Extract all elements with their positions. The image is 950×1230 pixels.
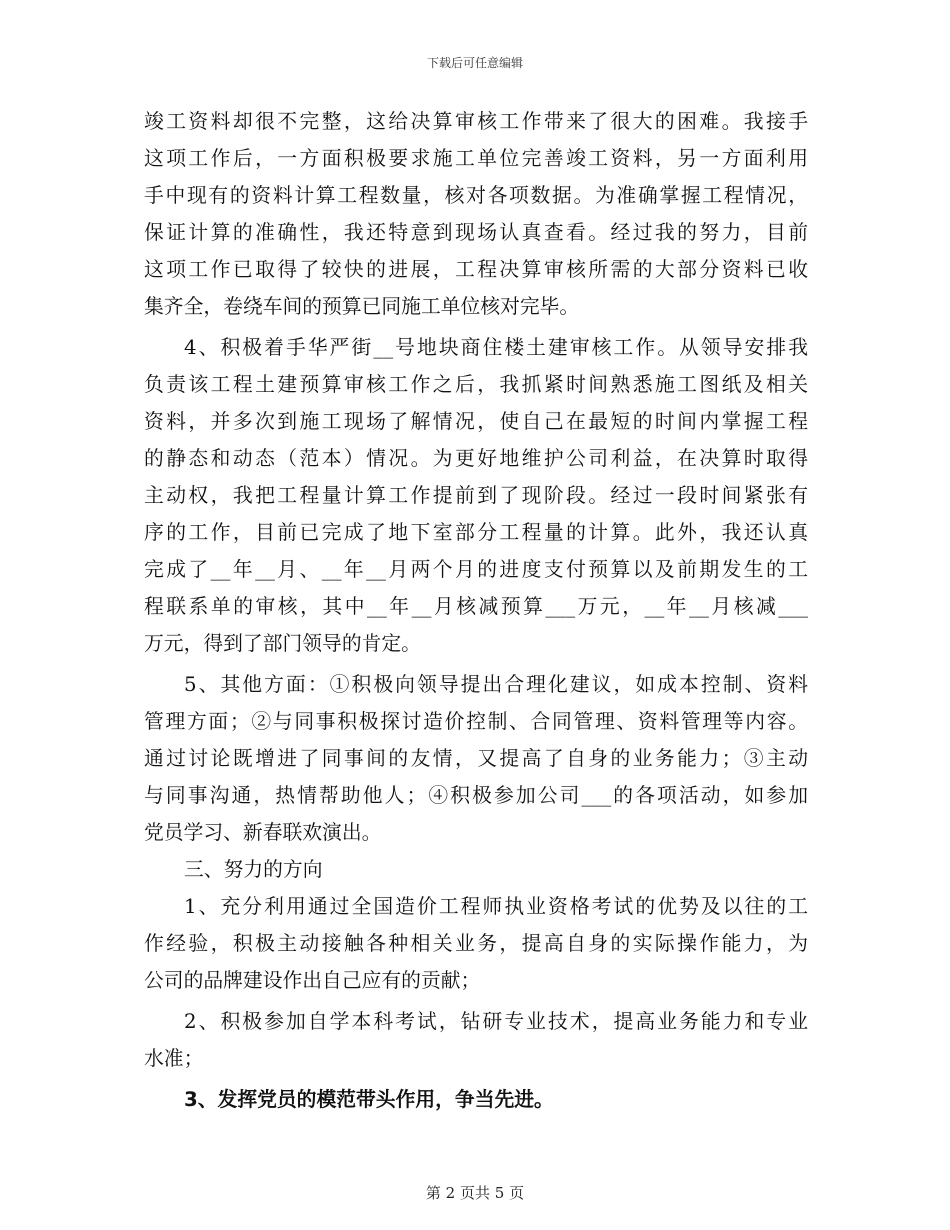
text-line: 完成了__年__月、__年__月两个月的进度支付预算以及前期发生的工 [144, 558, 808, 581]
text-line: 序的工作，目前已完成了地下室部分工程量的计算。此外，我还认真 [144, 521, 808, 544]
text-line: 管理方面；②与同事积极探讨造价控制、合同管理、资料管理等内容。 [144, 710, 808, 733]
text-line: 集齐全，卷绕车间的预算已同施工单位核对完毕。 [144, 295, 580, 318]
text-line: 通过讨论既增进了同事间的友情，又提高了自身的业务能力；③主动 [144, 747, 808, 770]
text-line: 负责该工程土建预算审核工作之后，我抓紧时间熟悉施工图纸及相关 [144, 373, 808, 396]
text-line: 这项工作后，一方面积极要求施工单位完善竣工资料，另一方面利用 [144, 147, 808, 170]
text-line: 程联系单的审核，其中__年__月核减预算___万元，__年__月核减___ [144, 595, 808, 618]
text-line: 手中现有的资料计算工程数量，核对各项数据。为准确掌握工程情况， [144, 184, 808, 207]
text-line: 4、积极着手华严街__号地块商住楼土建审核工作。从领导安排我 [184, 336, 808, 359]
text-line: 保证计算的准确性，我还特意到现场认真查看。经过我的努力，目前 [144, 221, 808, 244]
page-footer: 第 2 页共 5 页 [425, 1184, 525, 1202]
text-line: 作经验，积极主动接触各种相关业务，提高自身的实际操作能力，为 [144, 932, 808, 955]
paragraph-5 [144, 1003, 808, 1077]
text-line: 与同事沟通，热情帮助他人；④积极参加公司___的各项活动，如参加 [144, 784, 808, 807]
text-line: 5、其他方面：①积极向领导提出合理化建议，如成本控制、资料 [184, 673, 808, 696]
paragraph-2 [144, 329, 808, 662]
text-line: 资料，并多次到施工现场了解情况，使自己在最短的时间内掌握工程 [144, 410, 808, 433]
text-line: 万元，得到了部门领导的肯定。 [144, 632, 421, 655]
text-line: 的静态和动态（范本）情况。为更好地维护公司利益，在决算时取得 [144, 447, 808, 470]
text-line: 党员学习、新春联欢演出。 [144, 821, 382, 844]
text-line: 这项工作已取得了较快的进展，工程决算审核所需的大部分资料已收 [144, 258, 808, 281]
text-line: 2、积极参加自学本科考试，钻研专业技术，提高业务能力和专业 [184, 1010, 808, 1033]
page-header: 下载后可任意编辑 [426, 56, 523, 70]
text-line: 1、充分利用通过全国造价工程师执业资格考试的优势及以往的工 [184, 895, 808, 918]
text-line: 主动权，我把工程量计算工作提前到了现阶段。经过一段时间紧张有 [144, 484, 808, 507]
paragraph-4 [144, 888, 808, 999]
section-heading: 三、努力的方向 [184, 858, 323, 881]
text-line: 水准； [144, 1047, 204, 1070]
bold-paragraph: 3、发挥党员的模范带头作用，争当先进。 [184, 1088, 554, 1111]
text-line: 公司的品牌建设作出自己应有的贡献； [144, 969, 481, 992]
paragraph-3 [144, 666, 808, 851]
document-body [144, 103, 808, 1118]
paragraph-1 [144, 103, 808, 325]
text-line: 竣工资料却很不完整，这给决算审核工作带来了很大的困难。我接手 [144, 110, 808, 133]
